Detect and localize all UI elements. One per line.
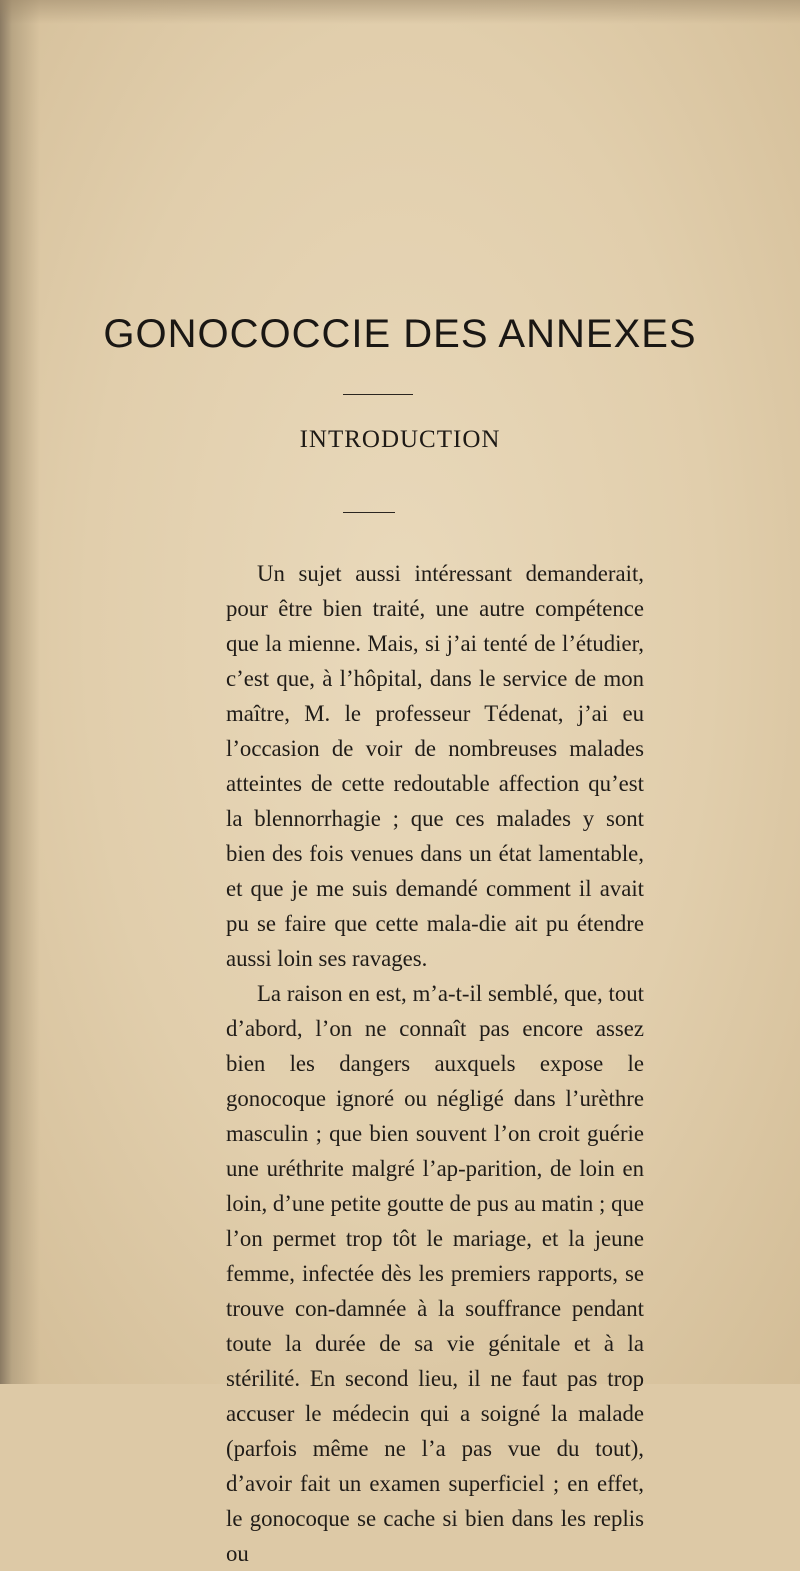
section-divider	[343, 512, 395, 513]
top-edge-shadow	[0, 0, 800, 24]
body-text	[226, 556, 644, 1571]
page-title: GONOCOCCIE DES ANNEXES	[103, 312, 697, 356]
section-heading: INTRODUCTION	[299, 426, 501, 453]
title-divider	[343, 394, 413, 395]
paragraph-1: Un sujet aussi intéressant demanderait, pour être bien traité, une autre compétence que la mienne. Mais, si j’ai tenté de l’étudier, c’est que, à l’hôpital, dans le service de mon maître, M. le professeur Tédenat, j’ai eu l’occasion de voir de nombreuses malades atteintes de cette redoutable affection qu’est la blennorrhagie ; que ces malades y sont bien des fois venues dans un état lamentable, et que je me suis demandé comment il avait pu se faire que cette mala-die ait pu étendre aussi loin ses ravages.	[226, 561, 644, 971]
binding-shadow	[0, 0, 40, 1384]
paragraph-2: La raison en est, m’a-t-il semblé, que, tout d’abord, l’on ne connaît pas encore assez bien les dangers auxquels expose le gonocoque ignoré ou négligé dans l’urèthre masculin ; que bien souvent l’on croit guérie une uréthrite malgré l’ap-parition, de loin en loin, d’une petite goutte de pus au matin ; que l’on permet trop tôt le mariage, et la jeune femme, infectée dès les premiers rapports, se trouve con-damnée à la souffrance pendant toute la durée de sa vie génitale et à la stérilité. En second lieu, il ne faut pas trop accuser le médecin qui a soigné la malade (parfois même ne l’a pas vue du tout), d’avoir fait un examen superficiel ; en effet, le gonocoque se cache si bien dans les replis ou	[226, 981, 644, 1566]
